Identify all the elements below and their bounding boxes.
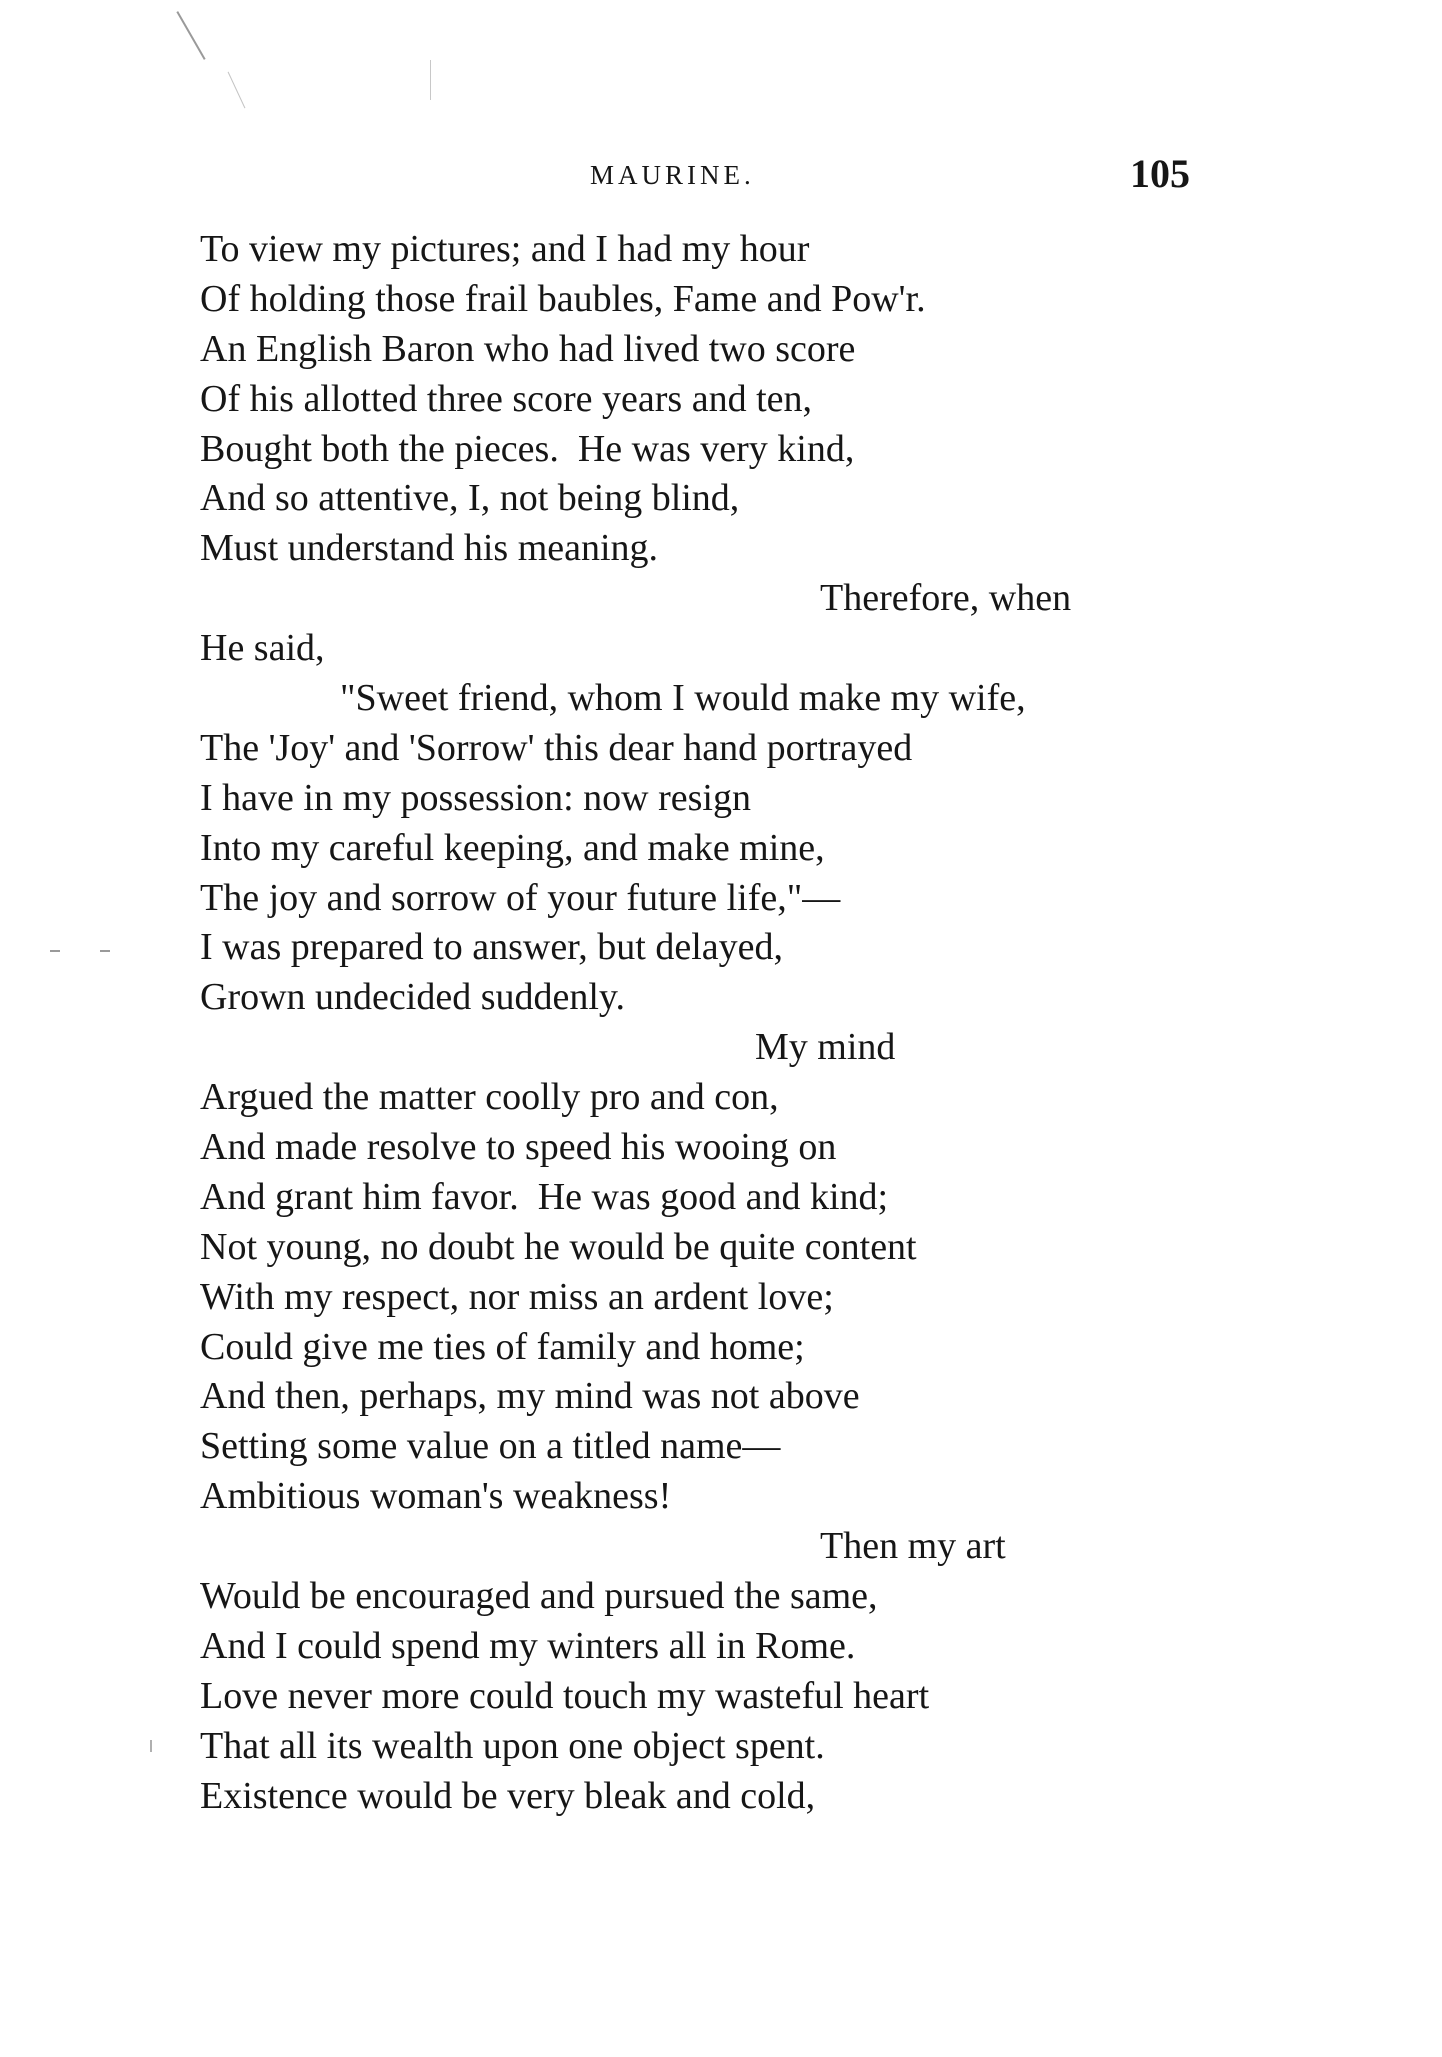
poem-line: Ambitious woman's weakness! xyxy=(200,1475,672,1518)
poem-line: I was prepared to answer, but delayed, xyxy=(200,926,784,969)
running-head xyxy=(0,150,1442,200)
poem-text xyxy=(200,225,1240,1822)
poem-line: Must understand his meaning. xyxy=(200,527,659,570)
poem-line-indented: Therefore, when xyxy=(820,577,1072,620)
poem-line: Existence would be very bleak and cold, xyxy=(200,1774,816,1817)
poem-line: Would be encouraged and pursued the same, xyxy=(200,1575,878,1618)
poem-line: Bought both the pieces. He was very kind, xyxy=(200,427,855,470)
poem-line: And I could spend my winters all in Rome. xyxy=(200,1624,856,1667)
poem-line: Into my careful keeping, and make mine, xyxy=(200,826,825,869)
poem-line: He said, xyxy=(200,627,325,670)
scan-mark xyxy=(176,11,205,60)
poem-line: Argued the matter coolly pro and con, xyxy=(200,1076,779,1119)
poem-line: The 'Joy' and 'Sorrow' this dear hand portrayed xyxy=(200,726,913,769)
poem-line: And so attentive, I, not being blind, xyxy=(200,477,740,520)
poem-line-indented: "Sweet friend, whom I would make my wife, xyxy=(340,677,1026,720)
scan-mark xyxy=(50,950,60,952)
poem-line: Setting some value on a titled name— xyxy=(200,1425,781,1468)
poem-line: And made resolve to speed his wooing on xyxy=(200,1126,837,1169)
scan-mark xyxy=(100,950,110,952)
poem-line: I have in my possession: now resign xyxy=(200,776,751,819)
poem-line: Grown undecided suddenly. xyxy=(200,976,625,1019)
scan-mark xyxy=(228,72,246,109)
poem-line: Love never more could touch my wasteful heart xyxy=(200,1674,930,1717)
poem-line: An English Baron who had lived two score xyxy=(200,327,856,370)
poem-line: Of holding those frail baubles, Fame and Pow'r. xyxy=(200,277,926,320)
poem-line: That all its wealth upon one object spent. xyxy=(200,1724,825,1767)
poem-line: Could give me ties of family and home; xyxy=(200,1325,805,1368)
poem-line-indented: Then my art xyxy=(820,1525,1006,1568)
poem-line: And grant him favor. He was good and kind; xyxy=(200,1175,889,1218)
poem-line: Not young, no doubt he would be quite content xyxy=(200,1225,917,1268)
poem-line: The joy and sorrow of your future life,"— xyxy=(200,876,841,919)
scan-mark xyxy=(150,1740,152,1752)
scan-mark xyxy=(430,60,431,100)
poem-line: Of his allotted three score years and ten, xyxy=(200,377,812,420)
running-title: MAURINE. xyxy=(590,160,755,190)
poem-line-indented: My mind xyxy=(755,1026,896,1069)
poem-line: And then, perhaps, my mind was not above xyxy=(200,1375,860,1418)
poem-line: To view my pictures; and I had my hour xyxy=(200,228,810,270)
page-number: 105 xyxy=(1130,151,1190,196)
poem-line: With my respect, nor miss an ardent love; xyxy=(200,1275,834,1318)
